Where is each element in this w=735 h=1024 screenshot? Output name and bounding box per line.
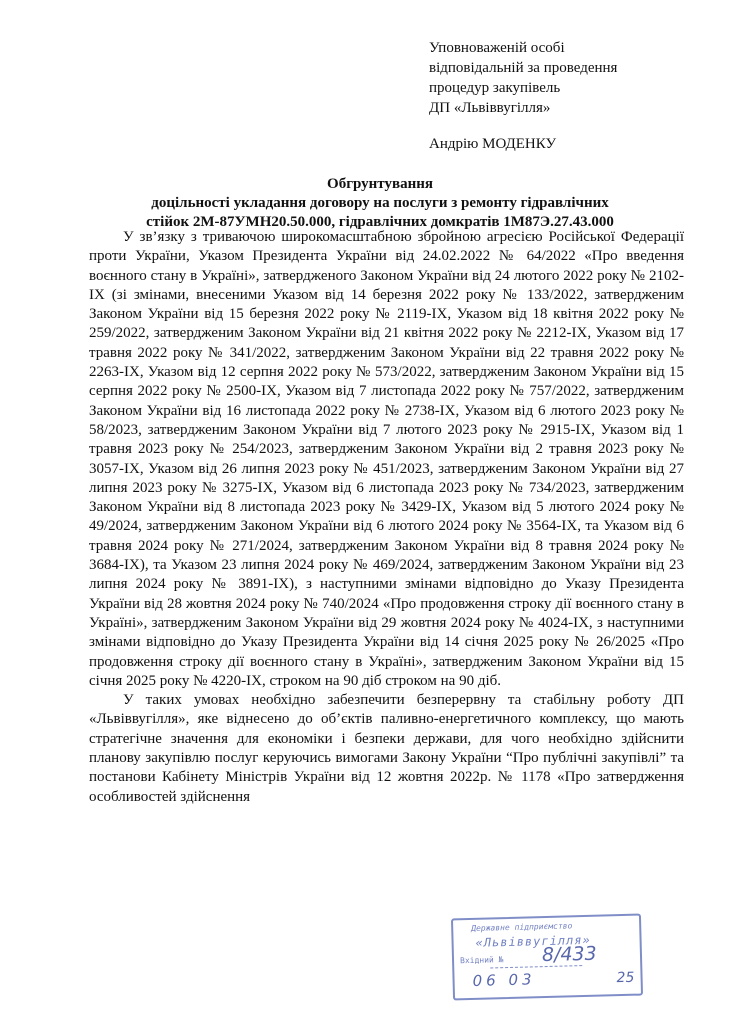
registration-stamp — [451, 914, 643, 1001]
heading-subtitle-line-1: доцільності укладання договору на послуги з ремонту гідравлічних — [151, 195, 609, 211]
addressee-line-3: процедур закупівель — [429, 80, 561, 96]
addressee-line-1: Уповноваженій особі — [429, 40, 565, 56]
heading-subtitle-line-2: стійок 2М-87УМН20.50.000, гідравлічних домкратів 1М87Э.27.43.000 — [146, 214, 614, 230]
stamp-registration-number: 8/433 — [541, 942, 597, 967]
stamp-year: 25 — [616, 969, 635, 987]
addressee-block — [429, 38, 719, 154]
stamp-incoming-label: Вхідний № — [459, 955, 504, 966]
addressee-name: Андрію МОДЕНКУ — [429, 136, 557, 152]
stamp-organization-name: «Львіввугілля» — [475, 932, 591, 950]
stamp-date: 06 03 — [472, 970, 536, 990]
body-paragraph-1: У зв’язку з триваючою широкомасштабною збройною агресією Російської Федерації проти України, Указом Президента України від 24.02.2022 № 64/2022 «Про введення воєнного стану в Україні», затвердженого Законом України від 24 лютого 2022 року № 2102-IX (зі змінами, внесеними Указом від 14 березня 2022 року № 133/2022, затвердженим Законом України від 15 березня 2022 року № 2119-IX, Указом від 18 квітня 2022 року № 259/2022, затвердженим Законом України від 21 квітня 2022 року № 2212-IX, Указом від 17 травня 2022 року № 341/2022, затвердженим Законом України від 22 травня 2022 року № 2263-IX, Указом від 12 серпня 2022 року № 573/2022, затвердженим Законом України від 15 серпня 2022 року № 2500-IX, Указом від 7 листопада 2022 року № 757/2022, затвердженим Законом України від 16 листопада 2022 року № 2738-IX, Указом від 6 лютого 2023 року № 58/2023, затвердженим Законом України від 7 лютого 2023 року № 2915-IX, Указом від 1 травня 2023 року № 254/2023, затвердженим Законом України від 2 травня 2023 року № 3057-IX, Указом від 26 липня 2023 року № 451/2023, затвердженим Законом України від 27 липня 2023 року № 3275-IX, Указом від 6 листопада 2023 року № 734/2023, затвердженим Законом України від 8 листопада 2023 року № 3429-IX, Указом від 5 лютого 2024 року № 49/2024, затвердженим Законом України від 6 лютого 2024 року № 3564-IX, та Указом від 6 травня 2024 року № 271/2024, затвердженим Законом України від 8 травня 2024 року № 3684-IX), та Указом 23 липня 2024 року № 469/2024, затвердженим Законом України від 23 липня 2024 року № 3891-IX), з наступними змінами відповідно до Указу Президента України від 28 жовтня 2024 року № 740/2024 «Про продовження строку дії воєнного стану в Україні», затвердженим Законом України від 29 жовтня 2024 року № 4024-IX, з наступними змінами відповідно до Указу Президента України від 14 січня 2025 року № 26/2025 «Про продовження строку дії воєнного стану в Україні», затвердженим Законом України від 15 січня 2025 року № 4220-IX, строком на 90 діб строком на 90 діб. — [89, 229, 684, 689]
heading-title: Обгрунтування — [327, 176, 433, 192]
stamp-underline — [490, 965, 582, 968]
document-heading — [60, 175, 700, 232]
addressee-line-4: ДП «Львіввугілля» — [429, 100, 551, 116]
document-body — [89, 228, 684, 807]
addressee-line-2: відповідальній за проведення — [429, 60, 618, 76]
stamp-organization-type: Державне підприємство — [471, 921, 573, 933]
body-paragraph-2: У таких умовах необхідно забезпечити безперервну та стабільну роботу ДП «Львіввугілля», яке віднесено до об’єктів паливно-енергетичного комплексу, що мають стратегічне значення для економіки і безпеки держави, для чого необхідно здійснити планову закупівлю послуг керуючись вимогами Закону України “Про публічні закупівлі” та постанови Кабінету Міністрів України від 12 жовтня 2022р. № 1178 «Про затвердження особливостей здійснення — [89, 692, 684, 805]
